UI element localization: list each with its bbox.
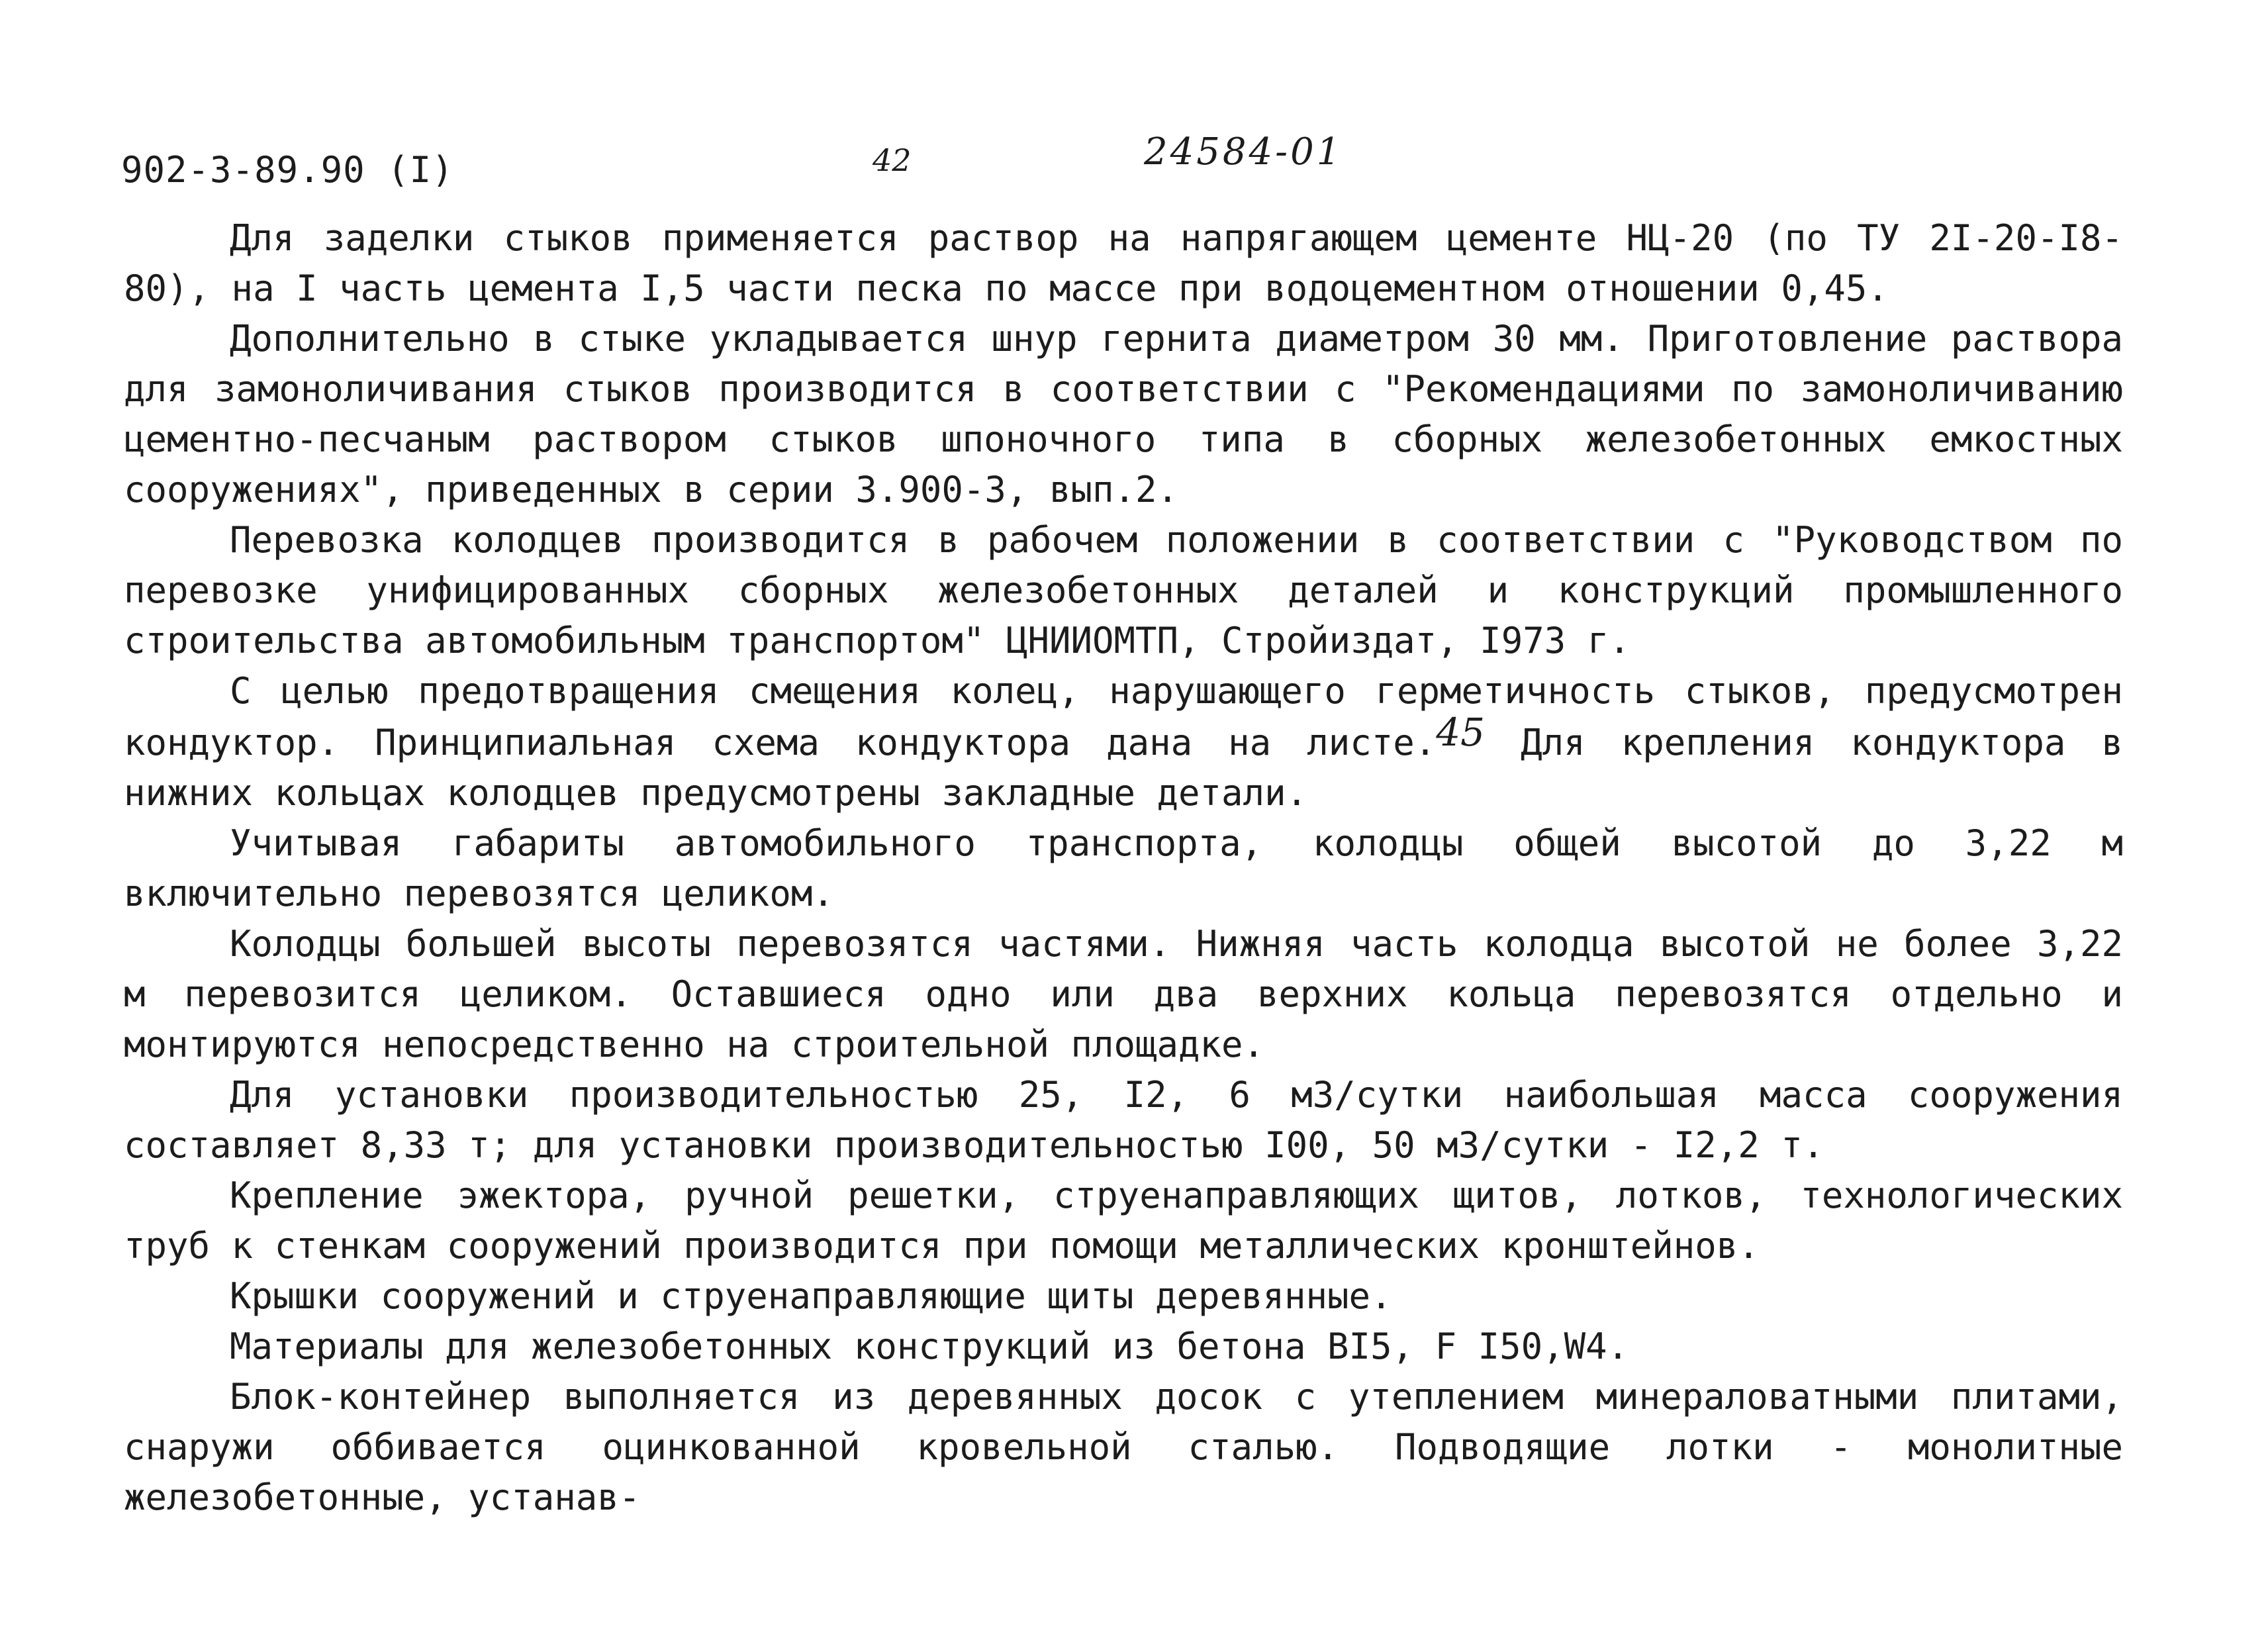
paragraph-transport-dimensions: Учитывая габариты автомобильного транспорта, колодцы общей высотой до 3,22 м включительно перевозятся целиком. — [124, 822, 2123, 914]
paragraph-conductor — [124, 666, 2123, 818]
paragraph-mass: Для установки производительностью 25, I2, 6 м3/сутки наибольшая масса сооружения составляет 8,33 т; для установки производительностью I00, 50 м3/сутки - I2,2 т. — [124, 1074, 2123, 1166]
paragraph-transportation: Перевозка колодцев производится в рабочем положении в соответствии с "Руководством по перевозке унифицированных сборных железобетонных деталей и конструкций промышленного строительства автомобильным транспортом" ЦНИИОМТП, Стройиздат, I973 г. — [124, 519, 2123, 661]
conductor-text-after: Для крепления кондуктора в нижних кольцах колодцев предусмотрены закладные детали. — [124, 722, 2123, 814]
document-body — [124, 213, 2123, 1523]
paragraph-joint-sealing: Для заделки стыков применяется раствор на напрягающем цементе НЦ-20 (по ТУ 2I-20-I8-80), на I часть цемента I,5 части песка по массе при водоцементном отношении 0,45. — [124, 217, 2123, 309]
paragraph-higher-wells: Колодцы большей высоты перевозятся частями. Нижняя часть колодца высотой не более 3,22 м перевозится целиком. Оставшиеся одно или два верхних кольца перевозятся отдельно и монтируются непосредственно на строительной площадке. — [124, 923, 2123, 1065]
paragraph-fastening: Крепление эжектора, ручной решетки, струенаправляющих щитов, лотков, технологических труб к стенкам сооружений производится при помощи металлических кронштейнов. — [124, 1175, 2123, 1267]
handwritten-sheet-number: 45 — [1436, 710, 1486, 755]
handwritten-reference-number: 24584-01 — [1144, 130, 1343, 173]
document-code: 902-3-89.90 (I) — [121, 149, 454, 191]
paragraph-materials: Материалы для железобетонных конструкций из бетона BI5, F I50,W4. — [230, 1326, 1629, 1367]
page-number: 42 — [873, 142, 912, 178]
page-header — [0, 130, 2268, 209]
paragraph-covers: Крышки сооружений и струенаправляющие щиты деревянные. — [230, 1275, 1392, 1317]
conductor-text-before: С целью предотвращения смещения колец, нарушающего герметичность стыков, предусмотрен кондуктор. Принципиальная схема кондуктора дана на листе. — [124, 670, 2123, 763]
paragraph-gernit-cord: Дополнительно в стыке укладывается шнур гернита диаметром 30 мм. Приготовление раствора для замоноличивания стыков производится в соответствии с "Рекомендациями по замоноличиванию цементно-песчаным раствором стыков шпоночного типа в сборных железобетонных емкостных сооружениях", приведенных в серии 3.900-3, вып.2. — [124, 318, 2123, 510]
paragraph-block-container: Блок-контейнер выполняется из деревянных досок с утеплением минераловатными плитами, снаружи оббивается оцинкованной кровельной сталью. Подводящие лотки - монолитные железобетонные, устанав- — [124, 1376, 2123, 1518]
